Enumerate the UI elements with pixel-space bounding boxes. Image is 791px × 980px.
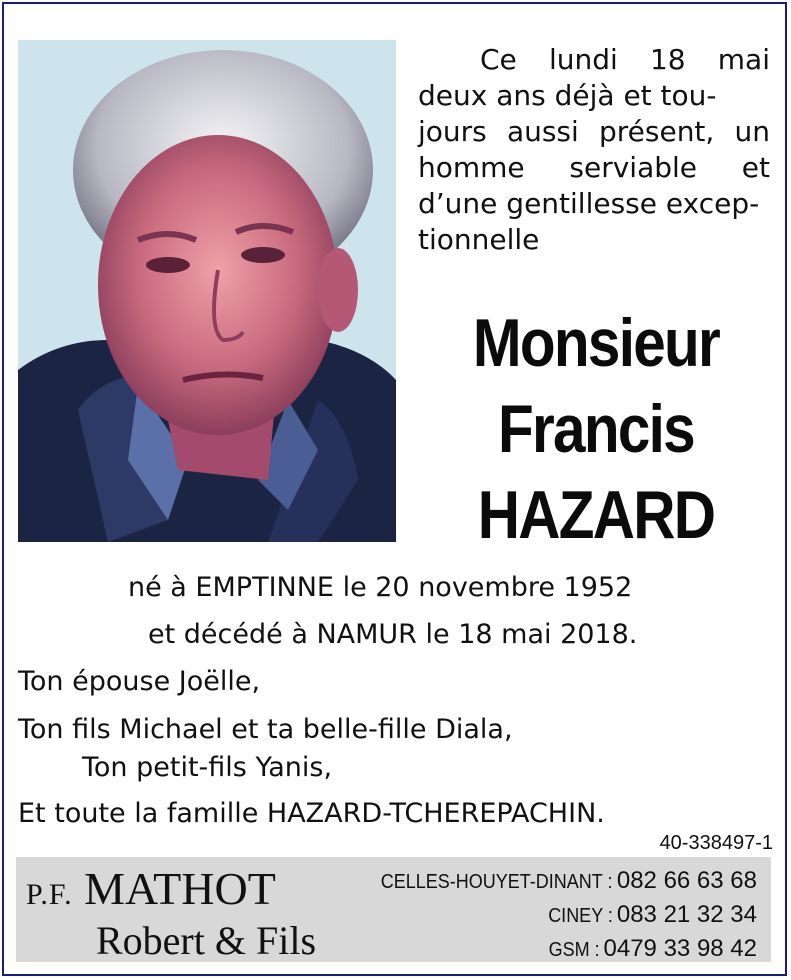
- contact-row: [355, 865, 757, 899]
- funeral-home-band: [16, 857, 771, 962]
- contact-row: [355, 899, 757, 933]
- contact-number: 082 66 63 68: [616, 867, 757, 894]
- contact-row: [355, 933, 757, 967]
- grandson-line: Ton petit-fils Yanis,: [82, 752, 333, 783]
- funeral-home-name: MATHOT: [84, 863, 276, 914]
- name-first: Francis: [498, 391, 694, 467]
- intro-line: jours aussi présent, un: [418, 115, 770, 148]
- intro-line: d’une gentillesse excep-: [418, 187, 760, 220]
- portrait-photo: [18, 40, 396, 542]
- contact-number: 083 21 32 34: [616, 901, 757, 928]
- name-title: Monsieur: [472, 305, 720, 381]
- contact-label: CINEY :: [548, 905, 613, 927]
- contact-label: CELLES-HOUYET-DINANT :: [381, 871, 613, 893]
- family-line: Et toute la famille HAZARD-TCHEREPACHIN.: [18, 798, 605, 829]
- spouse-line: Ton épouse Joëlle,: [18, 666, 261, 697]
- contact-label: GSM :: [548, 939, 600, 961]
- intro-line: Ce lundi 18 mai: [480, 43, 770, 76]
- funeral-home-logo: [26, 863, 316, 961]
- death-line: et décédé à NAMUR le 18 mai 2018.: [148, 619, 638, 650]
- funeral-home-subtitle: Robert & Fils: [96, 918, 317, 963]
- funeral-home-prefix: P.F.: [26, 878, 73, 911]
- son-line: Ton fils Michael et ta belle-fille Diala,: [18, 714, 513, 745]
- intro-line: homme serviable et: [418, 151, 770, 184]
- reference-number: 40-338497-1: [659, 832, 773, 854]
- intro-line: deux ans déjà et tou-: [418, 79, 717, 112]
- birth-line: né à EMPTINNE le 20 novembre 1952: [128, 572, 633, 603]
- portrait-photo-icon: [18, 40, 396, 542]
- contact-number: 0479 33 98 42: [603, 935, 757, 962]
- intro-line: tionnelle: [418, 223, 540, 256]
- intro-text: [418, 42, 770, 258]
- name-last: HAZARD: [477, 477, 715, 553]
- funeral-home-contacts: [355, 865, 757, 967]
- deceased-name: [436, 300, 756, 558]
